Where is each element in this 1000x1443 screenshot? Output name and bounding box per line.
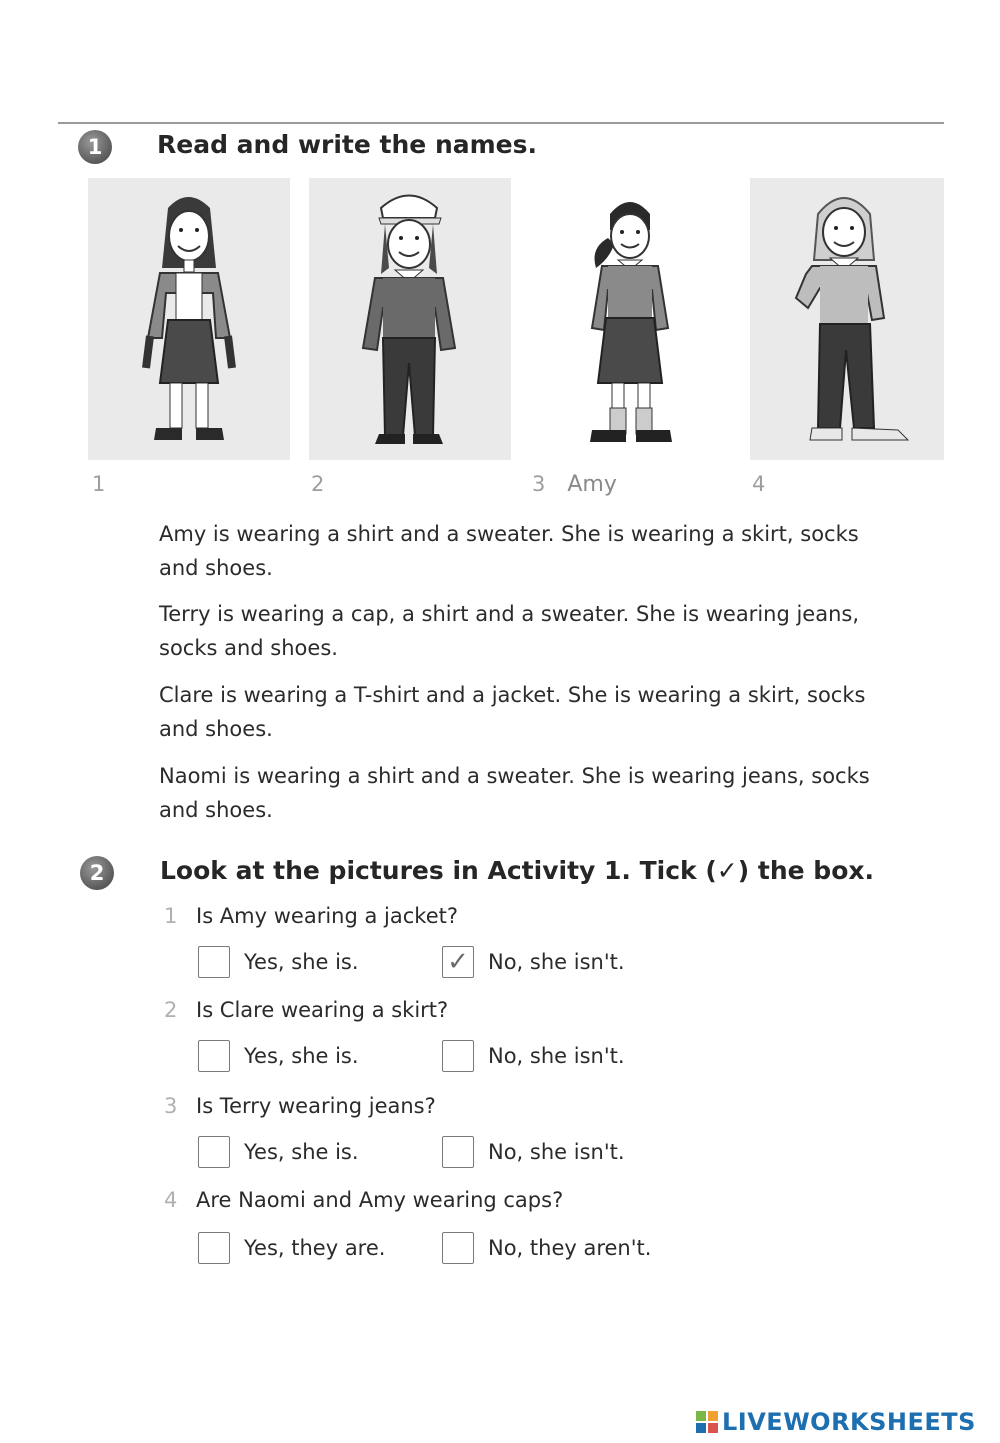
activity-1-title: Read and write the names. [157,130,538,159]
picture-label-3 [532,472,617,497]
question-1-yes-option [198,946,359,978]
question-2-text: Is Clare wearing a skirt? [196,998,449,1022]
top-divider [58,122,944,124]
question-3-no-option [442,1136,625,1168]
picture-label-4 [752,472,765,496]
question-3-no-label: No, she isn't. [488,1140,625,1164]
description-amy: Amy is wearing a shirt and a sweater. She is wearing a skirt, socks and shoes. [159,522,859,580]
question-1-number: 1 [164,904,178,928]
question-4 [164,1188,563,1212]
activity-2-number: 2 [89,861,105,885]
activity-1-number-badge [78,130,112,164]
question-2-no-option [442,1040,625,1072]
picture-number-1: 1 [92,472,106,496]
picture-number-4: 4 [752,472,766,496]
activity-2-title: Look at the pictures in Activity 1. Tick (✓) the box. [160,856,874,885]
girl-figure-3-amy [530,178,732,460]
liveworksheets-logo [696,1408,976,1436]
question-2-yes-label: Yes, she is. [244,1044,359,1068]
activity-2-number-badge [80,856,114,890]
question-3-no-checkbox[interactable] [442,1136,474,1168]
question-3-yes-checkbox[interactable] [198,1136,230,1168]
question-1-no-label: No, she isn't. [488,950,625,974]
liveworksheets-logo-text: LIVEWORKSHEETS [722,1408,976,1436]
picture-answer-3[interactable]: Amy [567,472,617,497]
girl-figure-4-naomi [748,178,950,460]
question-1 [164,904,458,928]
question-1-no-mark: ✓ [447,947,469,977]
description-naomi: Naomi is wearing a shirt and a sweater. She is wearing jeans, socks and shoes. [159,764,870,822]
liveworksheets-logo-icon [696,1411,718,1433]
question-4-no-option [442,1232,651,1264]
question-2-no-checkbox[interactable] [442,1040,474,1072]
question-2-no-label: No, she isn't. [488,1044,625,1068]
question-2-number: 2 [164,998,178,1022]
description-terry: Terry is wearing a cap, a shirt and a sweater. She is wearing jeans, socks and shoes. [159,602,860,660]
question-3-text: Is Terry wearing jeans? [196,1094,436,1118]
question-4-yes-option [198,1232,385,1264]
girl-figure-2-terry [309,178,511,460]
description-clare: Clare is wearing a T-shirt and a jacket. She is wearing a skirt, socks and shoes. [159,683,866,741]
picture-label-2 [311,472,324,496]
picture-label-1 [92,472,105,496]
question-4-no-label: No, they aren't. [488,1236,652,1260]
question-4-text: Are Naomi and Amy wearing caps? [196,1188,564,1212]
question-4-no-checkbox[interactable] [442,1232,474,1264]
question-2 [164,998,448,1022]
question-1-text: Is Amy wearing a jacket? [196,904,458,928]
question-3-yes-label: Yes, she is. [244,1140,359,1164]
question-3 [164,1094,436,1118]
question-3-yes-option [198,1136,359,1168]
question-2-yes-checkbox[interactable] [198,1040,230,1072]
picture-number-2: 2 [311,472,325,496]
question-4-yes-checkbox[interactable] [198,1232,230,1264]
question-3-number: 3 [164,1094,178,1118]
question-1-no-option [442,946,625,978]
question-2-yes-option [198,1040,359,1072]
picture-number-3: 3 [532,472,546,496]
question-1-no-checkbox[interactable] [442,946,474,978]
question-4-yes-label: Yes, they are. [244,1236,386,1260]
question-1-yes-checkbox[interactable] [198,946,230,978]
activity-1-number: 1 [87,135,103,159]
question-4-number: 4 [164,1188,178,1212]
girl-figure-1-clare [88,178,290,460]
question-1-yes-label: Yes, she is. [244,950,359,974]
